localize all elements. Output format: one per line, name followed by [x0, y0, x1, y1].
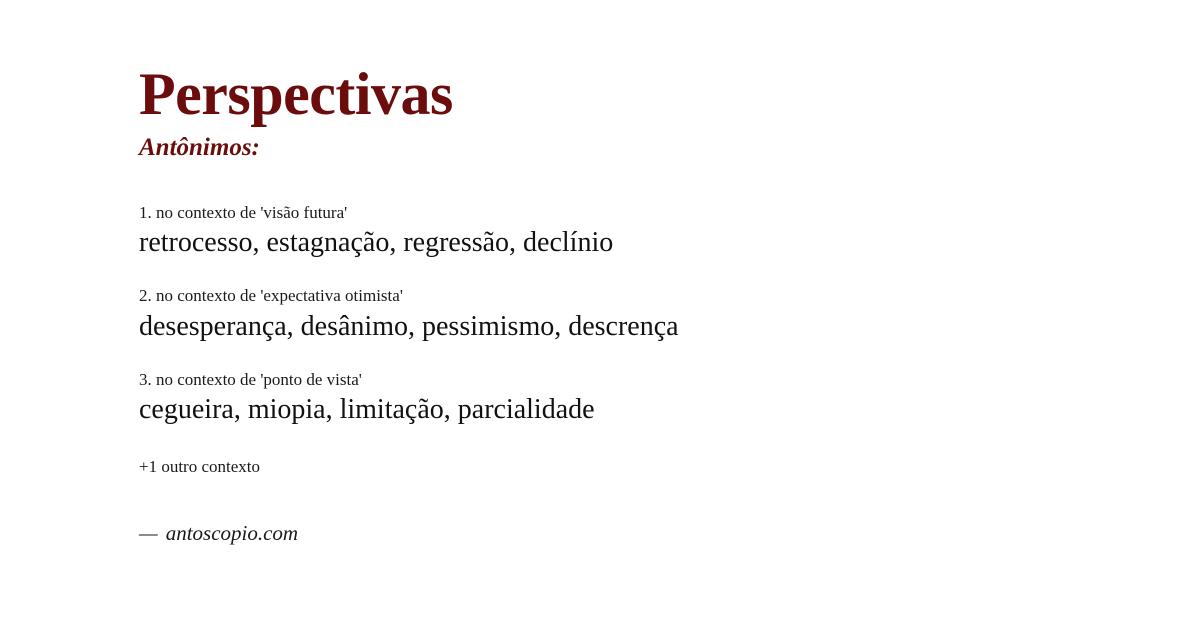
source-name: antoscopio.com — [165, 521, 299, 546]
list-item — [139, 286, 1200, 343]
page-title: Perspectivas — [139, 61, 453, 127]
sense-list — [139, 203, 1200, 427]
list-item — [139, 370, 1200, 427]
source-attribution — [139, 521, 1200, 546]
sense-context: 2. no contexto de 'expectativa otimista' — [139, 286, 403, 306]
section-subtitle: Antônimos: — [139, 134, 260, 161]
more-contexts-note: +1 outro contexto — [139, 457, 261, 477]
list-item — [139, 203, 1200, 260]
sense-context: 3. no contexto de 'ponto de vista' — [139, 369, 362, 389]
sense-words: desesperança, desânimo, pessimismo, descrença — [139, 310, 679, 342]
sense-words: retrocesso, estagnação, regressão, declínio — [139, 227, 614, 259]
sense-words: cegueira, miopia, limitação, parcialidade — [139, 394, 595, 426]
em-dash: — — [139, 521, 158, 546]
sense-context: 1. no contexto de 'visão futura' — [139, 203, 348, 222]
